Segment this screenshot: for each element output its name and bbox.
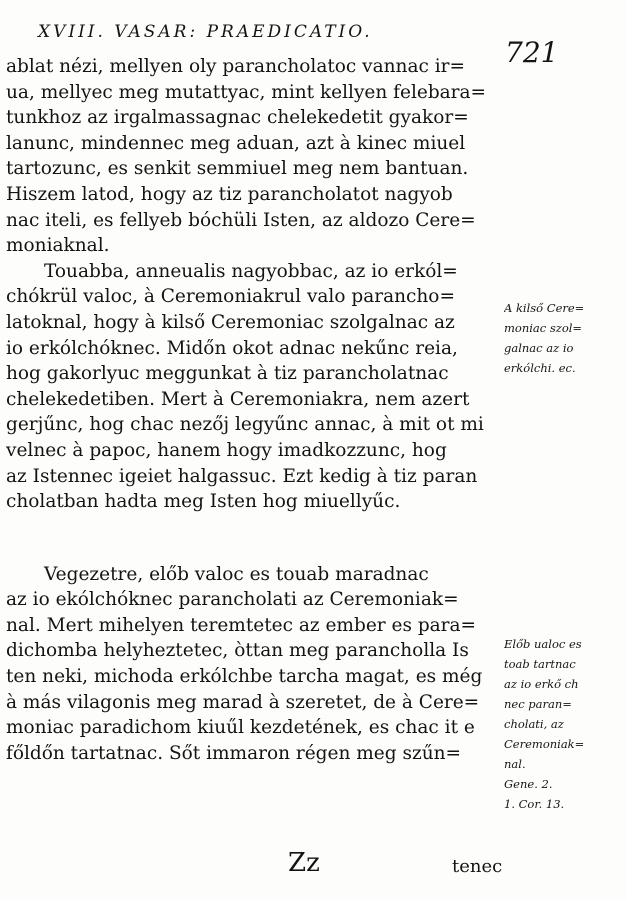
note-line: nal. [504, 757, 526, 771]
text-line: tartozunc, es senkit semmiuel meg nem bantuan. [6, 158, 469, 180]
text-line: latoknal, hogy à kilső Ceremoniac szolgalnac az [6, 311, 455, 333]
text-line: ablat nézi, mellyen oly parancholatoc vannac ir= [6, 56, 466, 77]
text-line: hog gakorlyuc meggunkat à tiz parancholatnac [6, 363, 449, 385]
signature-mark: Zz [288, 848, 320, 878]
note-line: toab tartnac [504, 657, 576, 671]
note-line: 1. Cor. 13. [504, 797, 565, 811]
text-line: tunkhoz az irgalmassagnac chelekedetit gyakor= [6, 107, 469, 129]
text-line: velnec à papoc, hanem hogy imadkozzunc, hog [6, 439, 447, 461]
text-line: lanunc, mindennec meg aduan, azt à kinec miuel [6, 132, 466, 154]
paragraph-2 [6, 259, 498, 515]
paragraph-1 [6, 54, 498, 259]
text-line: Hiszem latod, hogy az tiz parancholatot nagyob [6, 183, 453, 205]
text-line: dichomba helyheztetec, òttan meg parancholla Is [6, 640, 469, 662]
text-line: ua, mellyec meg mutattyac, mint kellyen felebara= [6, 81, 487, 103]
text-line: moniaknal. [6, 235, 110, 257]
margin-note-a [504, 298, 622, 378]
note-line: erkólchi. ec. [504, 361, 576, 375]
text-line: Vegezetre, előb valoc es touab maradnac [44, 563, 429, 585]
catchword: tenec [452, 856, 503, 877]
page-number: 721 [505, 36, 559, 69]
note-line: nec paran= [504, 697, 572, 711]
text-line: az Istennec igeiet halgassuc. Ezt kedig à tiz paran [6, 465, 478, 487]
text-line: ten neki, michoda erkólchbe tarcha magat, es még [6, 666, 483, 688]
text-line: főldőn tartatnac. Sőt immaron régen meg szűn= [6, 742, 462, 764]
text-line: az io ekólchóknec parancholati az Ceremoniak= [6, 589, 459, 611]
note-line: moniac szol= [504, 321, 583, 335]
note-line: galnac az io [504, 341, 574, 355]
note-line: Ceremoniak= [504, 737, 585, 751]
margin-note-b [504, 634, 622, 814]
note-line: Előb ualoc es [504, 637, 582, 651]
text-line: cholatban hadta meg Isten hog miuellyűc. [6, 491, 401, 513]
text-line: io erkólchóknec. Midőn okot adnac nekűnc reia, [6, 337, 458, 359]
text-line: à más vilagonis meg marad à szeretet, de à Cere= [6, 691, 480, 713]
text-line: gerjűnc, hog chac nezőj legyűnc annac, à mit ot mi [6, 414, 484, 436]
paragraph-3 [6, 562, 498, 767]
text-line: nac iteli, es fellyeb bóchüli Isten, az aldozo Cere= [6, 209, 476, 231]
note-line: Gene. 2. [504, 777, 553, 791]
text-line: Touabba, anneualis nagyobbac, az io erkól= [44, 260, 458, 282]
text-line: moniac paradichom kiuűl kezdetének, es chac it e [6, 717, 475, 739]
running-head: XVIII. VASAR: PRAEDICATIO. [38, 22, 373, 42]
text-line: chókrül valoc, à Ceremoniakrul valo parancho= [6, 286, 455, 308]
text-line: chelekedetiben. Mert à Ceremoniakra, nem azert [6, 388, 470, 410]
text-line: nal. Mert mihelyen teremtetec az ember es para= [6, 614, 477, 636]
note-line: az io erkő ch [504, 677, 579, 691]
note-line: A kilső Cere= [504, 301, 585, 315]
paragraph-gap [6, 515, 498, 562]
main-text-column [6, 54, 498, 766]
note-line: cholati, az [504, 717, 564, 731]
